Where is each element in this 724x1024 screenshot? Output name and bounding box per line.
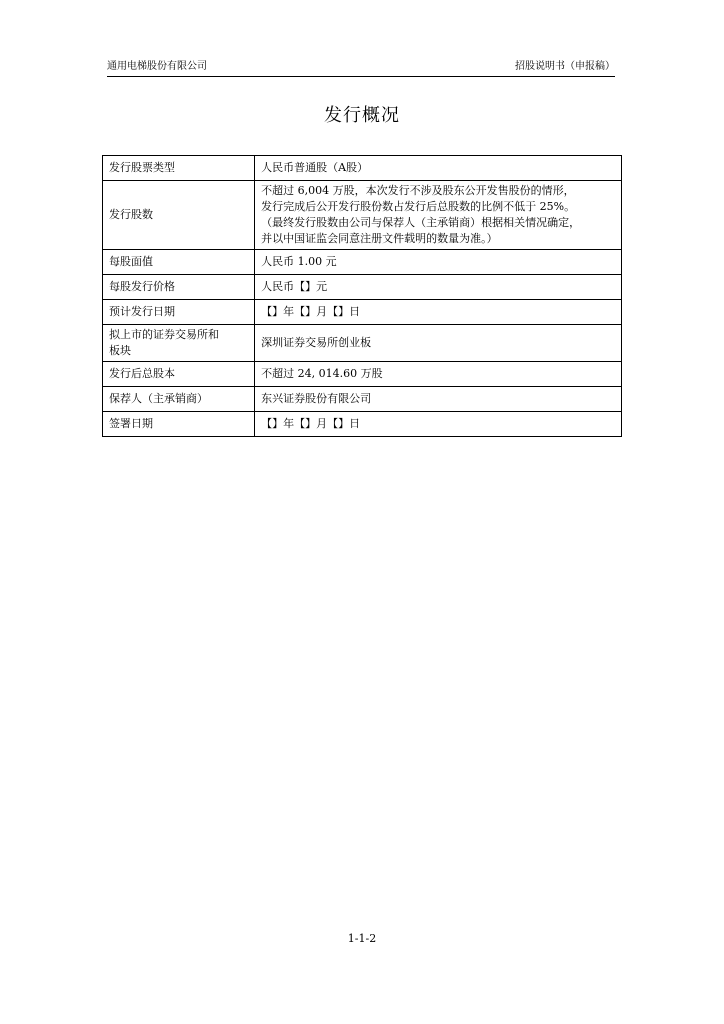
- row-value: 【】年【】月【】日: [255, 300, 622, 325]
- row-label: 每股发行价格: [103, 275, 255, 300]
- page-title: 发行概况: [324, 105, 400, 126]
- row-value: 不超过 24, 014.60 万股: [255, 362, 622, 387]
- table-row-exchange-board: [103, 325, 622, 362]
- table-row-issue-price: [103, 275, 622, 300]
- table-row-stock-type: [103, 156, 622, 181]
- header-company-name: 通用电梯股份有限公司: [107, 61, 207, 72]
- row-label: 发行股数: [103, 181, 255, 250]
- row-label: 保荐人（主承销商）: [103, 387, 255, 412]
- page-number: 1-1-2: [347, 932, 377, 945]
- row-value: 深圳证券交易所创业板: [255, 325, 622, 362]
- header-document-type: 招股说明书（申报稿）: [515, 61, 615, 72]
- label-line: 板块: [109, 344, 131, 357]
- row-value: 人民币【】元: [255, 275, 622, 300]
- table-row-share-count: [103, 181, 622, 250]
- value-line: 不超过 6,004 万股，本次发行不涉及股东公开发售股份的情形，: [261, 184, 575, 197]
- table-row-par-value: [103, 250, 622, 275]
- row-label: 发行后总股本: [103, 362, 255, 387]
- row-value: 人民币 1.00 元: [255, 250, 622, 275]
- row-label: 发行股票类型: [103, 156, 255, 181]
- table-row-sponsor: [103, 387, 622, 412]
- table-row-total-shares: [103, 362, 622, 387]
- row-label: 每股面值: [103, 250, 255, 275]
- row-value: 【】年【】月【】日: [255, 412, 622, 437]
- page-header: [107, 60, 615, 74]
- row-label: [103, 325, 255, 362]
- value-line: 发行完成后公开发行股份数占发行后总股数的比例不低于 25%。: [261, 200, 576, 213]
- label-line: 拟上市的证券交易所和: [109, 328, 219, 341]
- row-value: [255, 181, 622, 250]
- value-line: 并以中国证监会同意注册文件载明的数量为准。）: [261, 232, 498, 245]
- value-line: （最终发行股数由公司与保荐人（主承销商）根据相关情况确定，: [261, 216, 581, 229]
- row-label: 签署日期: [103, 412, 255, 437]
- table-row-issue-date: [103, 300, 622, 325]
- row-value: 东兴证券股份有限公司: [255, 387, 622, 412]
- row-label: 预计发行日期: [103, 300, 255, 325]
- header-divider: [107, 76, 615, 77]
- table-row-signing-date: [103, 412, 622, 437]
- offering-summary-table: [102, 155, 622, 437]
- row-value: 人民币普通股（A股）: [255, 156, 622, 181]
